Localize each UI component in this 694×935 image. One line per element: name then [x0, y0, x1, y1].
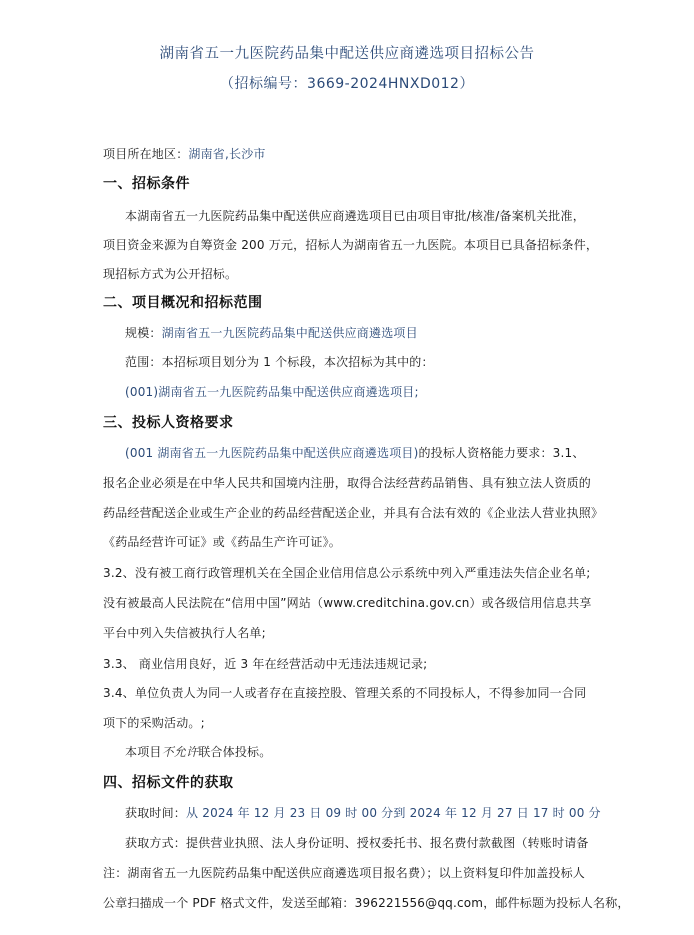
region-label: 项目所在地区： [103, 147, 189, 161]
paragraph-line: 获取方式：提供营业执照、法人身份证明、授权委托书、报名费付款截图（转账时请备 [125, 836, 589, 850]
paragraph-line: 本湖南省五一九医院药品集中配送供应商遴选项目已由项目审批/核准/备案机关批准， [125, 209, 585, 223]
section-heading-2: 二、项目概况和招标范围 [103, 295, 263, 311]
paragraph-line: 药品经营配送企业或生产企业的药品经营配送企业，并具有合法有效的《企业法人营业执照》 [103, 506, 604, 520]
paragraph-line: 公章扫描成一个 PDF 格式文件，发送至邮箱：396221556@qq.com，邮件标题为投标人名称， [103, 896, 630, 910]
paragraph-line: 《药品经营许可证》或《药品生产许可证》。 [103, 535, 342, 549]
paragraph-line: 现招标方式为公开招标。 [103, 267, 238, 281]
section-heading-1: 一、招标条件 [103, 176, 190, 192]
joint-value: 不允许 [161, 745, 199, 759]
joint-suffix: 联合体投标。 [198, 745, 272, 759]
paragraph-line: 注：湖南省五一九医院药品集中配送供应商遴选项目报名费）；以上资料复印件加盖投标人 [103, 866, 586, 880]
qualification-intro [125, 444, 665, 461]
tender-code: （招标编号：3669-2024HNXD012） [220, 76, 474, 92]
region-line [103, 145, 643, 162]
acquisition-time-line [125, 804, 665, 821]
paragraph-line: 项目资金来源为自筹资金 200 万元，招标人为湖南省五一九医院。本项目已具备招标条件， [103, 238, 599, 252]
qualification-text: 的投标人资格能力要求：3.1、 [418, 446, 585, 460]
region-value: 湖南省,长沙市 [188, 147, 266, 161]
paragraph-line: 没有被最高人民法院在“信用中国”网站（www.creditchina.gov.cn）或各级信用信息共享 [103, 596, 592, 610]
time-label: 获取时间： [125, 806, 187, 820]
scale-value: 湖南省五一九医院药品集中配送供应商遴选项目 [161, 326, 418, 340]
joint-prefix: 本项目 [125, 745, 162, 759]
joint-bid-line [125, 743, 665, 760]
lot-line: (001)湖南省五一九医院药品集中配送供应商遴选项目; [125, 385, 419, 399]
page-title: 湖南省五一九医院药品集中配送供应商遴选项目招标公告 [159, 46, 535, 62]
lot-reference: (001 湖南省五一九医院药品集中配送供应商遴选项目) [125, 446, 419, 460]
paragraph-line: 3.3、 商业信用良好，近 3 年在经营活动中无违法违规记录; [103, 657, 428, 671]
paragraph-line: 项下的采购活动。; [103, 716, 205, 730]
section-heading-3: 三、投标人资格要求 [103, 415, 234, 431]
section-heading-4: 四、招标文件的获取 [103, 775, 234, 791]
paragraph-line: 3.2、没有被工商行政管理机关在全国企业信用信息公示系统中列入严重违法失信企业名单; [103, 566, 591, 580]
scale-label: 规模： [125, 326, 162, 340]
scale-line [125, 324, 665, 341]
paragraph-line: 报名企业必须是在中华人民共和国境内注册，取得合法经营药品销售、具有独立法人资质的 [103, 476, 592, 490]
paragraph-line: 平台中列入失信被执行人名单; [103, 626, 266, 640]
paragraph-line: 3.4、单位负责人为同一人或者存在直接控股、管理关系的不同投标人，不得参加同一合同 [103, 686, 587, 700]
scope-line: 范围：本招标项目划分为 1 个标段，本次招标为其中的： [125, 355, 434, 369]
time-value: 从 2024 年 12 月 23 日 09 时 00 分到 2024 年 12 月 27 日 17 时 00 分 [186, 806, 601, 820]
